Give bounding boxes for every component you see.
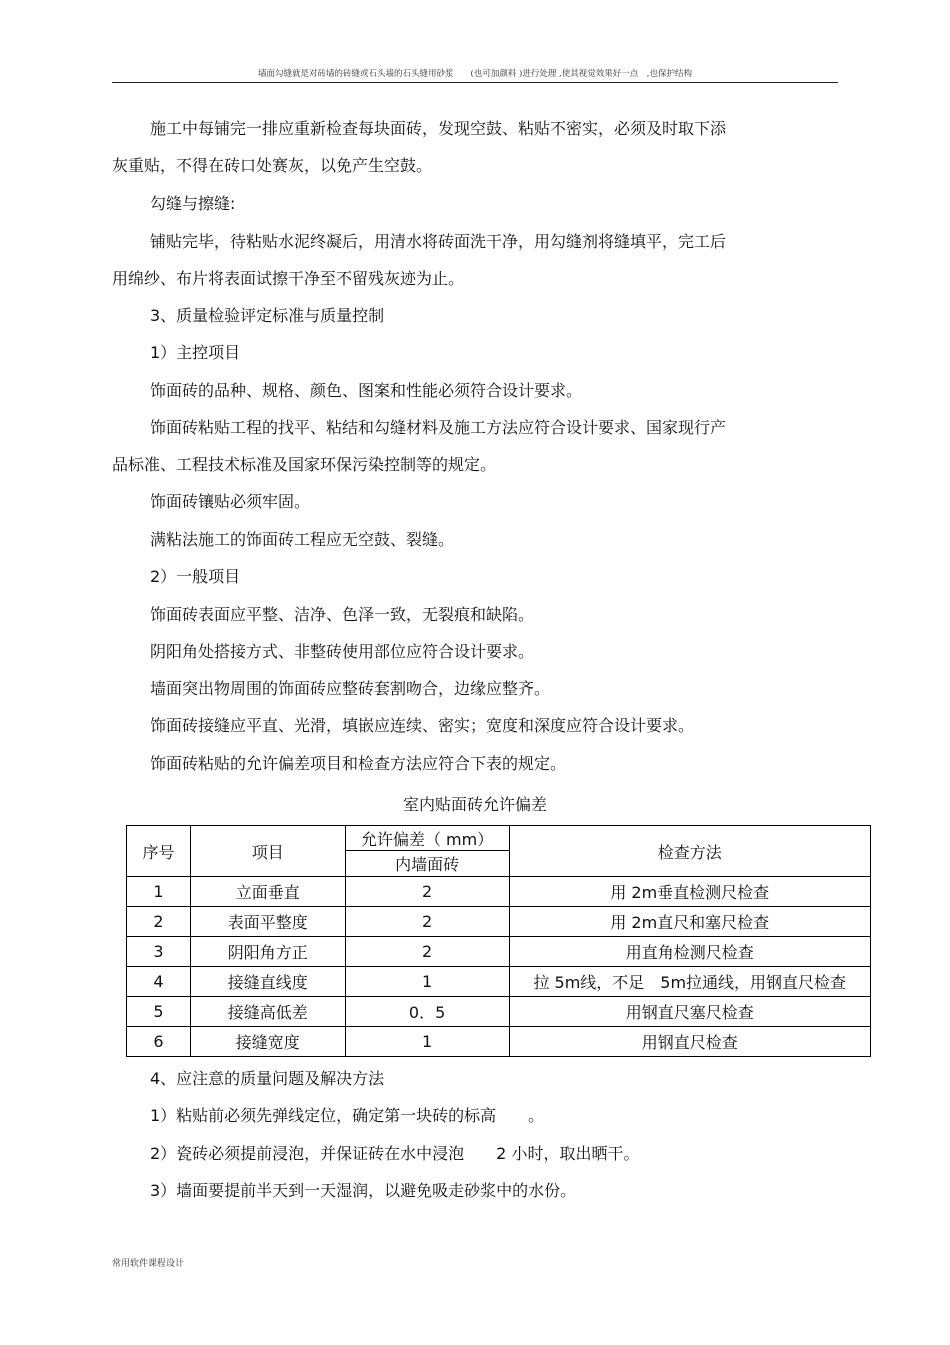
paragraph-line: 饰面砖表面应平整、洁净、色泽一致，无裂痕和缺陷。	[150, 605, 535, 624]
paragraph-line: 饰面砖粘贴工程的找平、粘结和勾缝材料及施工方法应符合设计要求、国家现行产	[150, 418, 727, 437]
cell-no: 3	[127, 937, 191, 967]
cell-value: 0．5	[345, 997, 509, 1027]
header-tolerance: 允许偏差（ mm）	[345, 826, 509, 851]
cell-no: 5	[127, 997, 191, 1027]
paragraph-line: 阴阳角处搭接方式、非整砖使用部位应符合设计要求。	[150, 642, 535, 661]
paragraph-line: 铺贴完毕，待粘贴水泥终凝后，用清水将砖面洗干净，用勾缝剂将缝填平，完工后	[150, 232, 727, 251]
header-tolerance-sub: 内墙面砖	[345, 851, 509, 877]
header-divider	[112, 82, 838, 83]
header-no: 序号	[127, 826, 191, 877]
paragraph-line: 墙面突出物周围的饰面砖应整砖套割吻合，边缘应整齐。	[150, 679, 551, 698]
cell-method: 用 2m直尺和塞尺检查	[509, 907, 871, 937]
table-row	[127, 877, 871, 907]
cell-item: 表面平整度	[190, 907, 345, 937]
cell-method: 用直角检测尺检查	[509, 937, 871, 967]
section-heading: 2）一般项目	[150, 567, 241, 586]
section-heading: 勾缝与擦缝:	[150, 194, 236, 213]
section-heading: 1）主控项目	[150, 343, 241, 362]
cell-value: 1	[345, 1027, 509, 1057]
cell-value: 2	[345, 877, 509, 907]
table-row	[127, 967, 871, 997]
cell-method: 用 2m垂直检测尺检查	[509, 877, 871, 907]
cell-method: 拉 5m线，不足 5m拉通线，用钢直尺检查	[509, 967, 871, 997]
paragraph-line: 饰面砖接缝应平直、光滑，填嵌应连续、密实；宽度和深度应符合设计要求。	[150, 716, 695, 735]
page-header: 墙面勾缝就是对砖墙的砖缝或石头墙的石头缝用砂浆 (也可加颜料 )进行处理 ,使其视觉效果好一点 ,也保护结构	[258, 69, 692, 79]
table-row	[127, 937, 871, 967]
page-footer: 常用软件课程设计	[112, 1259, 185, 1269]
cell-value: 2	[345, 907, 509, 937]
section-heading: 4、应注意的质量问题及解决方法	[150, 1069, 385, 1088]
paragraph-line: 施工中每铺完一排应重新检查每块面砖，发现空鼓、粘贴不密实，必须及时取下添	[150, 119, 727, 138]
header-item: 项目	[190, 826, 345, 877]
paragraph-line: 饰面砖镶贴必须牢固。	[150, 492, 311, 511]
cell-value: 1	[345, 967, 509, 997]
cell-item: 接缝直线度	[190, 967, 345, 997]
paragraph-line: 1）粘贴前必须先弹线定位，确定第一块砖的标高 。	[150, 1106, 545, 1125]
table-caption: 室内贴面砖允许偏差	[402, 795, 547, 814]
cell-no: 4	[127, 967, 191, 997]
tolerance-table	[126, 825, 871, 1057]
table-row	[127, 907, 871, 937]
header-method: 检查方法	[509, 826, 871, 877]
cell-item: 接缝高低差	[190, 997, 345, 1027]
paragraph-line: 满粘法施工的饰面砖工程应无空鼓、裂缝。	[150, 530, 455, 549]
cell-item: 阴阳角方正	[190, 937, 345, 967]
cell-method: 用钢直尺塞尺检查	[509, 997, 871, 1027]
cell-no: 2	[127, 907, 191, 937]
cell-value: 2	[345, 937, 509, 967]
table-row	[127, 1027, 871, 1057]
paragraph-line: 灰重贴，不得在砖口处赛灰，以免产生空鼓。	[112, 156, 433, 175]
table-row	[127, 997, 871, 1027]
section-heading: 3、质量检验评定标准与质量控制	[150, 306, 385, 325]
table-header-row	[127, 826, 871, 851]
cell-method: 用钢直尺检查	[509, 1027, 871, 1057]
cell-item: 接缝宽度	[190, 1027, 345, 1057]
paragraph-line: 2）瓷砖必须提前浸泡，并保证砖在水中浸泡 2 小时，取出晒干。	[150, 1144, 640, 1163]
cell-no: 1	[127, 877, 191, 907]
paragraph-line: 用绵纱、布片将表面试擦干净至不留残灰迹为止。	[112, 269, 465, 288]
paragraph-line: 饰面砖粘贴的允许偏差项目和检查方法应符合下表的规定。	[150, 754, 567, 773]
cell-no: 6	[127, 1027, 191, 1057]
paragraph-line: 品标准、工程技术标准及国家环保污染控制等的规定。	[112, 455, 497, 474]
cell-item: 立面垂直	[190, 877, 345, 907]
paragraph-line: 3）墙面要提前半天到一天湿润，以避免吸走砂浆中的水份。	[150, 1181, 577, 1200]
paragraph-line: 饰面砖的品种、规格、颜色、图案和性能必须符合设计要求。	[150, 381, 583, 400]
